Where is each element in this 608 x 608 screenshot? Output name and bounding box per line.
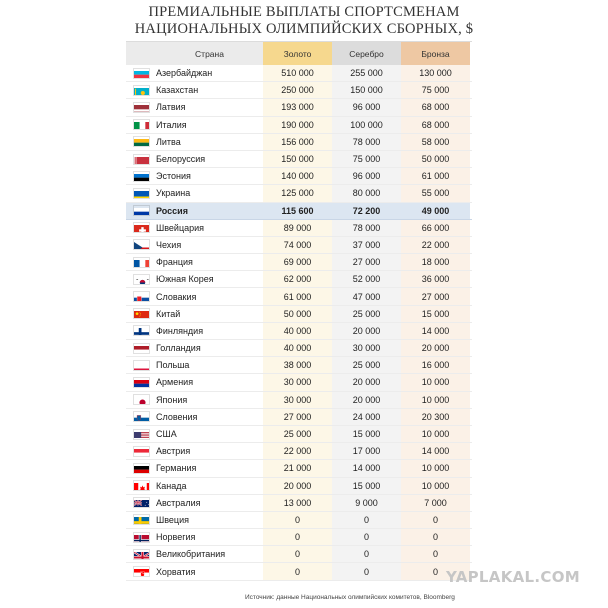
netherlands-flag-icon — [133, 343, 150, 354]
gold-cell: 50 000 — [263, 306, 332, 322]
bronze-cell: 58 000 — [401, 134, 470, 150]
country-cell: Азербайджан — [156, 68, 213, 79]
gold-cell: 38 000 — [263, 357, 332, 373]
flag-cell — [126, 443, 156, 459]
bronze-cell: 15 000 — [401, 306, 470, 322]
table-row — [126, 99, 472, 116]
flag-cell — [126, 357, 156, 373]
silver-cell: 0 — [332, 512, 401, 528]
table-row — [126, 546, 472, 563]
russia-flag-icon — [133, 205, 150, 216]
gold-cell: 190 000 — [263, 117, 332, 133]
country-cell: Япония — [156, 394, 188, 405]
table-row — [126, 237, 472, 254]
slovakia-flag-icon — [133, 291, 150, 302]
country-cell: Финляндия — [156, 325, 204, 336]
silver-cell: 100 000 — [332, 117, 401, 133]
gold-cell: 115 600 — [263, 203, 332, 219]
page-title — [0, 4, 608, 38]
silver-cell: 150 000 — [332, 82, 401, 98]
table-row — [126, 495, 472, 512]
country-cell: Литва — [156, 136, 181, 147]
flag-cell — [126, 340, 156, 356]
table-row — [126, 306, 472, 323]
silver-cell: 15 000 — [332, 478, 401, 494]
japan-flag-icon — [133, 394, 150, 405]
bronze-cell: 22 000 — [401, 237, 470, 253]
finland-flag-icon — [133, 325, 150, 336]
flag-cell — [126, 237, 156, 253]
bronze-cell: 130 000 — [401, 65, 470, 81]
flag-cell — [126, 392, 156, 408]
table-row — [126, 203, 472, 220]
flag-cell — [126, 546, 156, 562]
country-cell: США — [156, 429, 177, 440]
table-row — [126, 512, 472, 529]
silver-cell: 80 000 — [332, 185, 401, 201]
title-line-2: НАЦИОНАЛЬНЫХ ОЛИМПИЙСКИХ СБОРНЫХ, $ — [134, 21, 474, 37]
silver-cell: 20 000 — [332, 374, 401, 390]
latvia-flag-icon — [133, 102, 150, 113]
lithuania-flag-icon — [133, 136, 150, 147]
flag-cell — [126, 409, 156, 425]
header-flag-cell — [126, 42, 156, 65]
header-gold: Золото — [263, 42, 332, 65]
gold-cell: 510 000 — [263, 65, 332, 81]
country-cell: Швейцария — [156, 222, 205, 233]
gold-cell: 30 000 — [263, 374, 332, 390]
sweden-flag-icon — [133, 514, 150, 525]
country-cell: Голландия — [156, 343, 201, 354]
bronze-cell: 14 000 — [401, 443, 470, 459]
gold-cell: 140 000 — [263, 168, 332, 184]
country-cell: Италия — [156, 119, 187, 130]
silver-cell: 27 000 — [332, 254, 401, 270]
bronze-cell: 0 — [401, 563, 470, 579]
country-cell: Словения — [156, 411, 198, 422]
flag-cell — [126, 426, 156, 442]
table-row — [126, 220, 472, 237]
gold-cell: 0 — [263, 546, 332, 562]
silver-cell: 0 — [332, 546, 401, 562]
silver-cell: 96 000 — [332, 99, 401, 115]
table-row — [126, 288, 472, 305]
gold-cell: 30 000 — [263, 392, 332, 408]
south-korea-flag-icon — [133, 274, 150, 285]
belarus-flag-icon — [133, 154, 150, 165]
title-line-1: ПРЕМИАЛЬНЫЕ ВЫПЛАТЫ СПОРТСМЕНАМ — [148, 4, 460, 20]
gold-cell: 0 — [263, 563, 332, 579]
gold-cell: 20 000 — [263, 478, 332, 494]
table-row — [126, 185, 472, 202]
gold-cell: 61 000 — [263, 288, 332, 304]
bronze-cell: 16 000 — [401, 357, 470, 373]
silver-cell: 0 — [332, 563, 401, 579]
silver-cell: 15 000 — [332, 426, 401, 442]
silver-cell: 9 000 — [332, 495, 401, 511]
table-row — [126, 529, 472, 546]
flag-cell — [126, 529, 156, 545]
country-cell: Австралия — [156, 497, 201, 508]
header-bronze: Бронза — [401, 42, 470, 65]
table-row — [126, 271, 472, 288]
estonia-flag-icon — [133, 171, 150, 182]
flag-cell — [126, 82, 156, 98]
gold-cell: 125 000 — [263, 185, 332, 201]
silver-cell: 72 200 — [332, 203, 401, 219]
flag-cell — [126, 563, 156, 579]
norway-flag-icon — [133, 532, 150, 543]
flag-cell — [126, 220, 156, 236]
table-row — [126, 443, 472, 460]
country-cell: Хорватия — [156, 566, 196, 577]
country-cell: Украина — [156, 188, 191, 199]
flag-cell — [126, 323, 156, 339]
czechia-flag-icon — [133, 239, 150, 250]
flag-cell — [126, 134, 156, 150]
table-row — [126, 323, 472, 340]
table-row — [126, 374, 472, 391]
silver-cell: 47 000 — [332, 288, 401, 304]
flag-cell — [126, 288, 156, 304]
watermark: YAPLAKAL.COM — [446, 568, 580, 586]
table-row — [126, 134, 472, 151]
flag-cell — [126, 512, 156, 528]
country-cell: Канада — [156, 480, 187, 491]
country-cell: Швеция — [156, 514, 189, 525]
gold-cell: 22 000 — [263, 443, 332, 459]
country-cell: Словакия — [156, 291, 197, 302]
country-cell: Южная Корея — [156, 274, 214, 285]
flag-cell — [126, 271, 156, 287]
bronze-cell: 20 000 — [401, 340, 470, 356]
gold-cell: 193 000 — [263, 99, 332, 115]
silver-cell: 20 000 — [332, 323, 401, 339]
bronze-cell: 10 000 — [401, 426, 470, 442]
gold-cell: 40 000 — [263, 340, 332, 356]
table-body — [126, 65, 472, 581]
country-cell: Чехия — [156, 239, 182, 250]
gold-cell: 74 000 — [263, 237, 332, 253]
gold-cell: 69 000 — [263, 254, 332, 270]
gold-cell: 62 000 — [263, 271, 332, 287]
france-flag-icon — [133, 257, 150, 268]
bronze-cell: 0 — [401, 529, 470, 545]
table-row — [126, 65, 472, 82]
bronze-cell: 68 000 — [401, 99, 470, 115]
silver-cell: 75 000 — [332, 151, 401, 167]
bronze-cell: 36 000 — [401, 271, 470, 287]
silver-cell: 78 000 — [332, 134, 401, 150]
flag-cell — [126, 185, 156, 201]
flag-cell — [126, 254, 156, 270]
table-row — [126, 357, 472, 374]
italy-flag-icon — [133, 119, 150, 130]
table-row — [126, 460, 472, 477]
gold-cell: 13 000 — [263, 495, 332, 511]
armenia-flag-icon — [133, 377, 150, 388]
silver-cell: 255 000 — [332, 65, 401, 81]
silver-cell: 14 000 — [332, 460, 401, 476]
table-row — [126, 426, 472, 443]
table-row — [126, 340, 472, 357]
bronze-cell: 49 000 — [401, 203, 470, 219]
country-cell: Россия — [156, 203, 263, 219]
bronze-cell: 27 000 — [401, 288, 470, 304]
azerbaijan-flag-icon — [133, 68, 150, 79]
table-row — [126, 117, 472, 134]
bronze-cell: 10 000 — [401, 392, 470, 408]
slovenia-flag-icon — [133, 411, 150, 422]
flag-cell — [126, 151, 156, 167]
usa-flag-icon — [133, 429, 150, 440]
silver-cell: 37 000 — [332, 237, 401, 253]
table-row — [126, 392, 472, 409]
gold-cell: 156 000 — [263, 134, 332, 150]
country-cell: Франция — [156, 257, 193, 268]
table-row — [126, 409, 472, 426]
bronze-cell: 0 — [401, 546, 470, 562]
country-cell: Казахстан — [156, 85, 199, 96]
gold-cell: 25 000 — [263, 426, 332, 442]
croatia-flag-icon — [133, 566, 150, 577]
bronze-cell: 18 000 — [401, 254, 470, 270]
gold-cell: 0 — [263, 529, 332, 545]
country-cell: Германия — [156, 463, 197, 474]
uk-flag-icon — [133, 549, 150, 560]
silver-cell: 0 — [332, 529, 401, 545]
silver-cell: 25 000 — [332, 306, 401, 322]
silver-cell: 78 000 — [332, 220, 401, 236]
gold-cell: 150 000 — [263, 151, 332, 167]
table-row — [126, 82, 472, 99]
bonus-table — [126, 41, 472, 581]
gold-cell: 40 000 — [263, 323, 332, 339]
bronze-cell: 14 000 — [401, 323, 470, 339]
country-cell: Польша — [156, 360, 190, 371]
flag-cell — [126, 306, 156, 322]
austria-flag-icon — [133, 446, 150, 457]
gold-cell: 89 000 — [263, 220, 332, 236]
kazakhstan-flag-icon — [133, 85, 150, 96]
table-row — [126, 478, 472, 495]
header-country: Страна — [156, 42, 263, 65]
flag-cell — [126, 99, 156, 115]
country-cell: Армения — [156, 377, 194, 388]
table-row — [126, 254, 472, 271]
canada-flag-icon — [133, 480, 150, 491]
country-cell: Австрия — [156, 446, 191, 457]
bronze-cell: 61 000 — [401, 168, 470, 184]
silver-cell: 25 000 — [332, 357, 401, 373]
gold-cell: 0 — [263, 512, 332, 528]
country-cell: Китай — [156, 308, 181, 319]
flag-cell — [126, 374, 156, 390]
silver-cell: 30 000 — [332, 340, 401, 356]
flag-cell — [126, 478, 156, 494]
table-row — [126, 168, 472, 185]
ukraine-flag-icon — [133, 188, 150, 199]
gold-cell: 250 000 — [263, 82, 332, 98]
table-header — [126, 42, 472, 65]
table-row — [126, 563, 472, 580]
bronze-cell: 20 300 — [401, 409, 470, 425]
bronze-cell: 55 000 — [401, 185, 470, 201]
australia-flag-icon — [133, 497, 150, 508]
bronze-cell: 7 000 — [401, 495, 470, 511]
bronze-cell: 66 000 — [401, 220, 470, 236]
gold-cell: 27 000 — [263, 409, 332, 425]
bronze-cell: 68 000 — [401, 117, 470, 133]
table-row — [126, 151, 472, 168]
poland-flag-icon — [133, 360, 150, 371]
bronze-cell: 10 000 — [401, 460, 470, 476]
china-flag-icon — [133, 308, 150, 319]
bronze-cell: 0 — [401, 512, 470, 528]
silver-cell: 24 000 — [332, 409, 401, 425]
country-cell: Латвия — [156, 102, 186, 113]
flag-cell — [126, 65, 156, 81]
silver-cell: 17 000 — [332, 443, 401, 459]
silver-cell: 20 000 — [332, 392, 401, 408]
bronze-cell: 10 000 — [401, 478, 470, 494]
bronze-cell: 50 000 — [401, 151, 470, 167]
country-cell: Белоруссия — [156, 154, 206, 165]
flag-cell — [126, 168, 156, 184]
bronze-cell: 10 000 — [401, 374, 470, 390]
source-note: Источник: данные Национальных олимпийских комитетов, Bloomberg — [245, 594, 455, 601]
country-cell: Эстония — [156, 171, 191, 182]
header-silver: Серебро — [332, 42, 401, 65]
flag-cell — [126, 460, 156, 476]
bronze-cell: 75 000 — [401, 82, 470, 98]
germany-flag-icon — [133, 463, 150, 474]
silver-cell: 52 000 — [332, 271, 401, 287]
gold-cell: 21 000 — [263, 460, 332, 476]
country-cell: Норвегия — [156, 532, 196, 543]
silver-cell: 96 000 — [332, 168, 401, 184]
switzerland-flag-icon — [133, 222, 150, 233]
country-cell: Великобритания — [156, 549, 226, 560]
flag-cell — [126, 495, 156, 511]
flag-cell — [126, 117, 156, 133]
flag-cell — [126, 203, 156, 219]
